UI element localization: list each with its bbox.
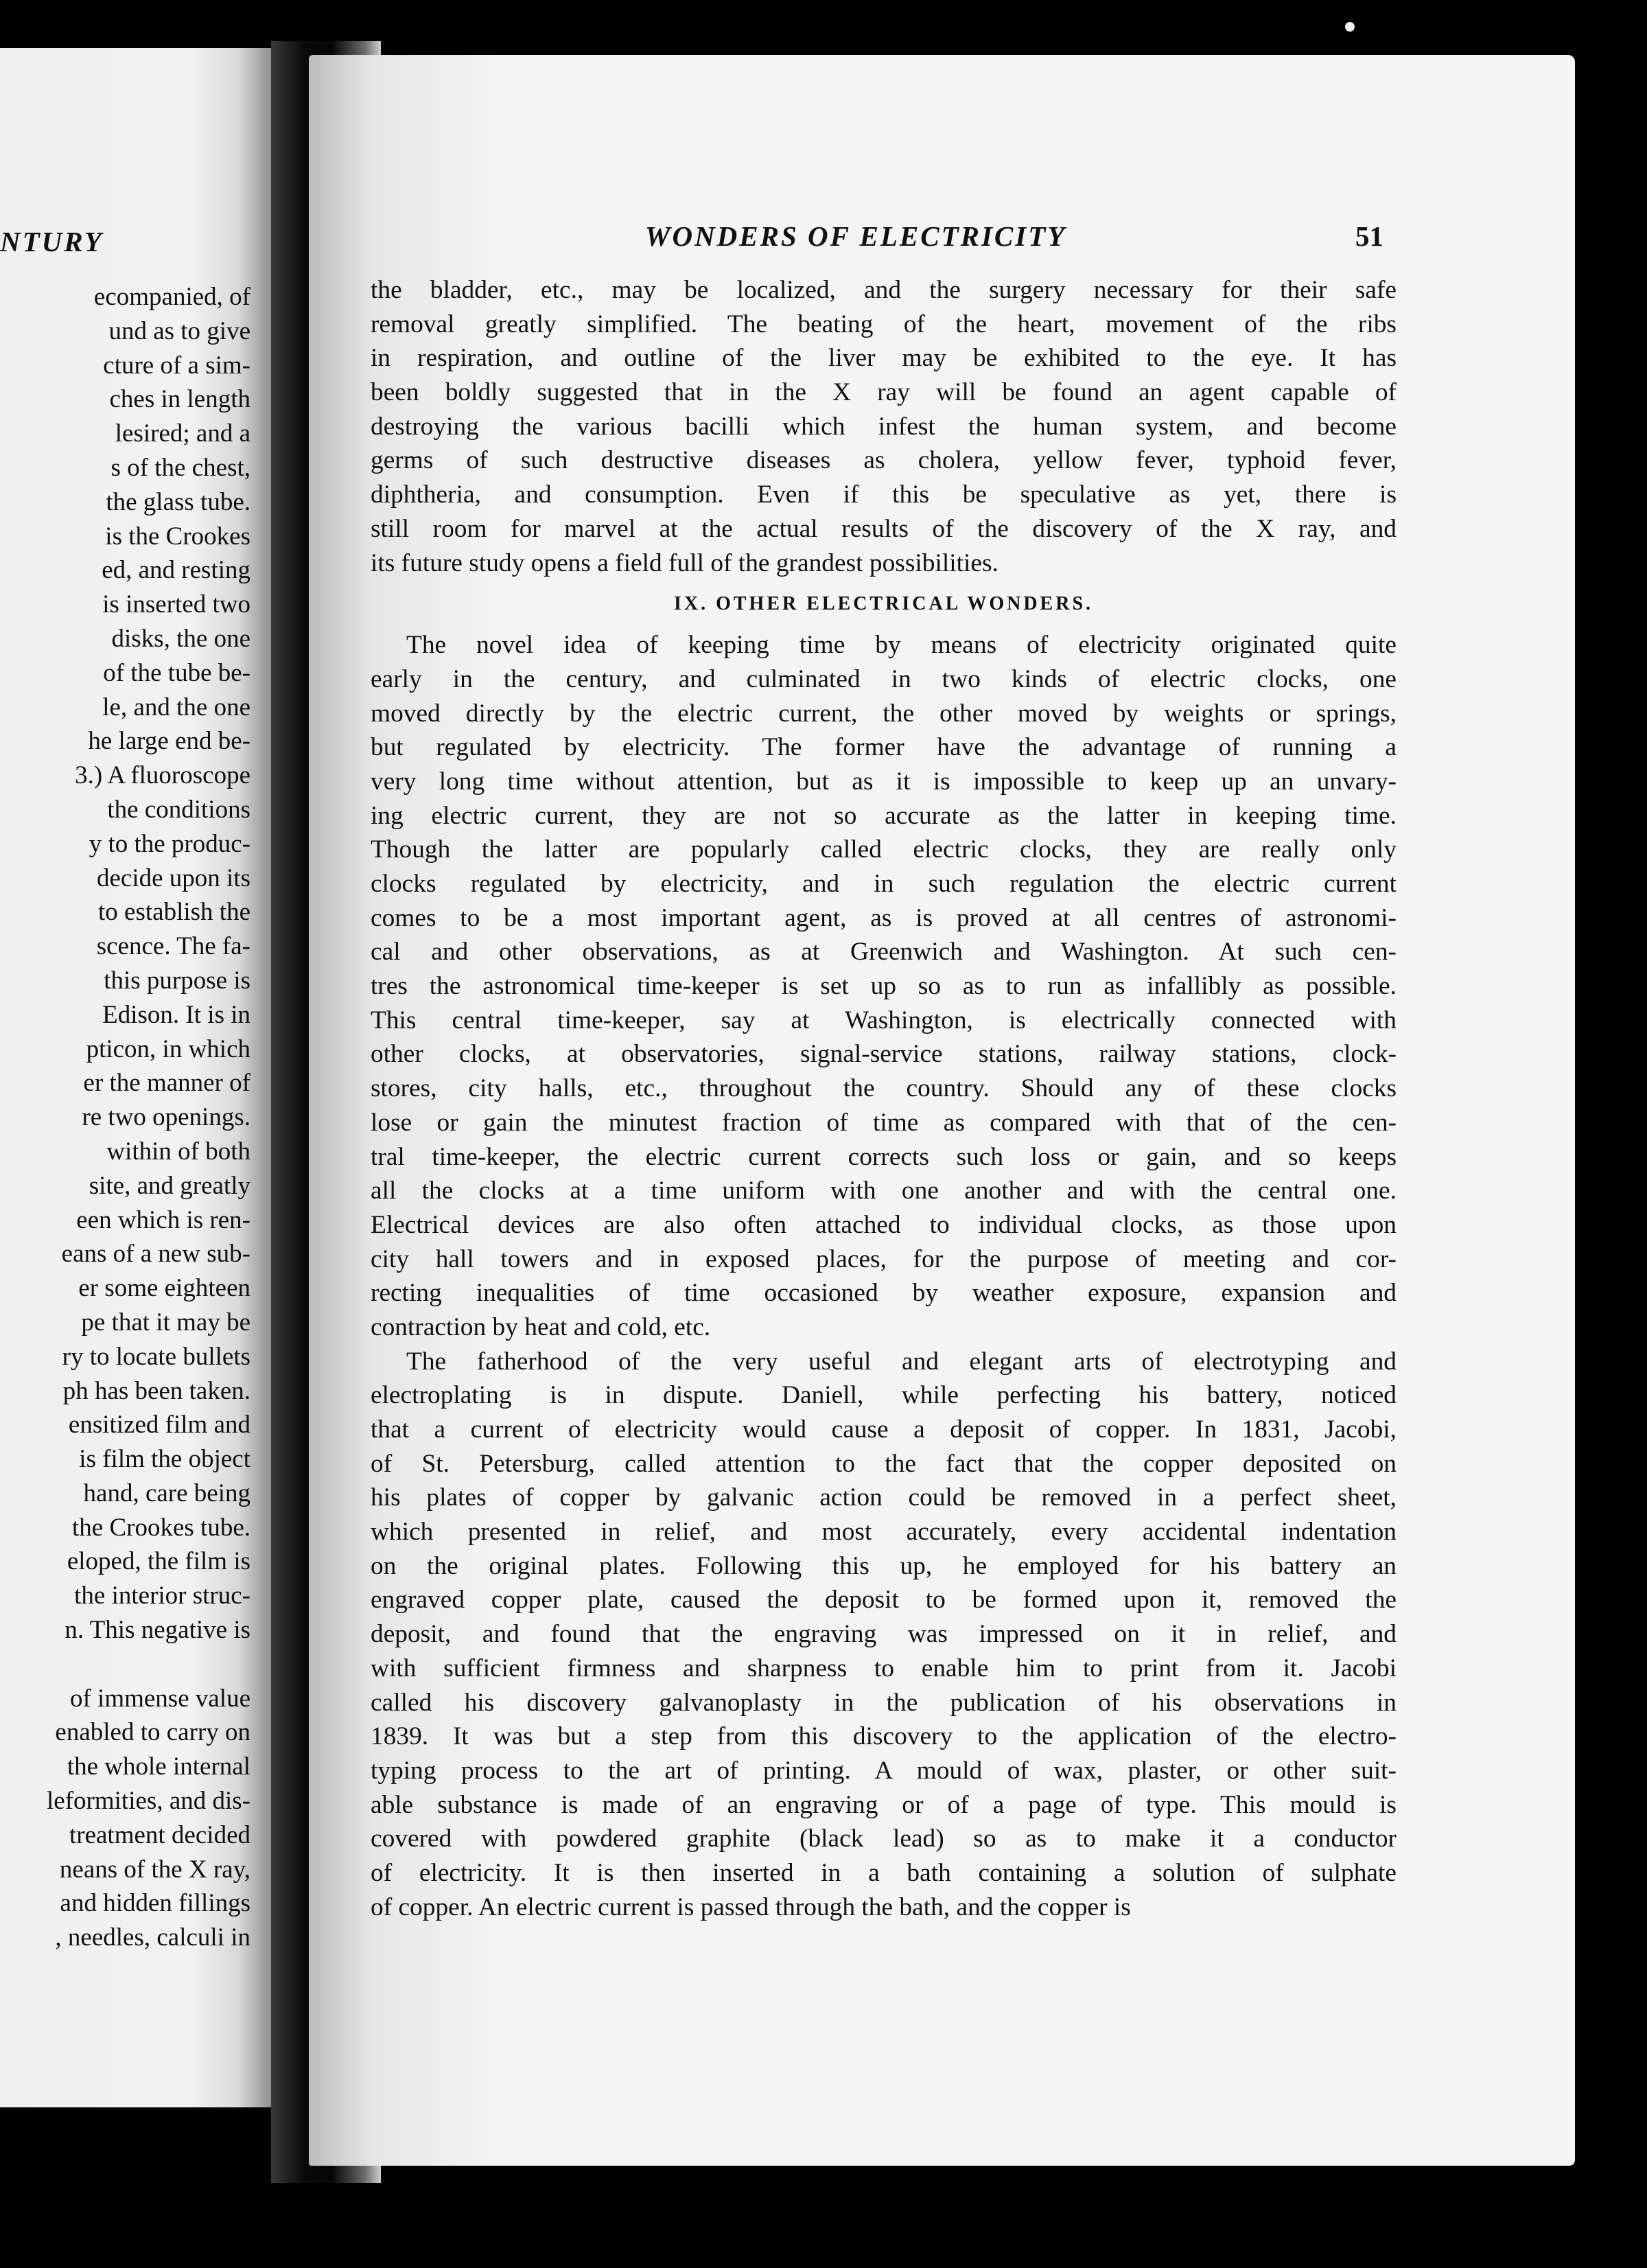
left-text-line: the Crookes tube. — [72, 1513, 250, 1542]
text-line: of copper. An electric current is passed through the bath, and the copper is — [371, 1893, 1131, 1921]
left-text-line: n. This negative is — [65, 1616, 250, 1645]
left-text-line: the whole internal — [67, 1752, 250, 1781]
text-line: but regulated by electricity. The former have the advantage of running a — [371, 733, 1397, 762]
text-line: called his discovery galvanoplasty in the publication of his observations in — [371, 1688, 1397, 1717]
text-line: of St. Petersburg, called attention to the fact that the copper deposited on — [371, 1449, 1397, 1478]
text-line: on the original plates. Following this up, he employed for his battery an — [371, 1551, 1397, 1580]
left-text-line: s of the chest, — [110, 453, 250, 482]
text-line: contraction by heat and cold, etc. — [371, 1312, 711, 1341]
text-line: covered with powdered graphite (black lead) so as to make it a conductor — [371, 1825, 1397, 1853]
text-line: germs of such destructive diseases as cholera, yellow fever, typhoid fever, — [371, 446, 1397, 475]
left-text-line: of immense value — [69, 1684, 250, 1713]
left-text-line: neans of the X ray, — [59, 1855, 250, 1884]
left-text-line: of the tube be- — [103, 658, 250, 687]
text-line: The fatherhood of the very useful and elegant arts of electrotyping and — [406, 1347, 1397, 1376]
left-text-line: treatment decided — [69, 1820, 250, 1849]
left-text-line: within of both — [106, 1137, 250, 1166]
left-text-line: ry to locate bullets — [62, 1342, 250, 1371]
text-line: removal greatly simplified. The beating of the heart, movement of the ribs — [371, 310, 1397, 338]
left-text-line: decide upon its — [96, 864, 250, 892]
text-line: stores, city halls, etc., throughout the country. Should any of these clocks — [371, 1074, 1397, 1103]
left-text-line: pticon, in which — [86, 1034, 250, 1063]
speck — [1345, 22, 1355, 32]
text-line: that a current of electricity would cause a deposit of copper. In 1831, Jacobi, — [371, 1415, 1397, 1444]
text-line: diphtheria, and consumption. Even if this be speculative as yet, there is — [371, 481, 1397, 509]
left-text-line — [47, 1647, 250, 1682]
text-line: with sufficient firmness and sharpness to enable him to print from it. Jacobi — [371, 1654, 1397, 1682]
text-line: comes to be a most important agent, as is proved at all centres of astronomi- — [371, 903, 1397, 932]
left-text-line: leformities, and dis- — [47, 1787, 250, 1816]
text-line: Though the latter are popularly called electric clocks, they are really only — [371, 835, 1397, 864]
text-line: his plates of copper by galvanic action could be removed in a perfect sheet, — [371, 1483, 1397, 1512]
left-text-line: this purpose is — [104, 966, 250, 995]
left-text-line: the glass tube. — [106, 487, 250, 516]
text-line: early in the century, and culminated in two kinds of electric clocks, one — [371, 664, 1397, 693]
text-line: other clocks, at observatories, signal-service stations, railway stations, clock- — [371, 1040, 1397, 1069]
left-text-line: site, and greatly — [89, 1171, 250, 1200]
left-text-line: , needles, calculi in — [55, 1923, 250, 1952]
left-text-line: ches in length — [109, 385, 250, 414]
left-text-line: lesired; and a — [115, 419, 250, 448]
text-line: deposit, and found that the engraving was impressed on it in relief, and — [371, 1620, 1397, 1649]
text-line: lose or gain the minutest fraction of time as compared with that of the cen- — [371, 1108, 1397, 1137]
left-text-line: er some eighteen — [78, 1274, 250, 1303]
left-page-text — [47, 280, 250, 1955]
left-text-line: y to the produc- — [89, 829, 250, 858]
left-page — [0, 48, 271, 2107]
text-line: all the clocks at a time uniform with one another and with the central one. — [371, 1177, 1397, 1205]
text-line: which presented in relief, and most accurately, every accidental indentation — [371, 1518, 1397, 1547]
text-line: of electricity. It is then inserted in a bath containing a solution of sulphate — [371, 1858, 1397, 1887]
left-text-line: er the manner of — [83, 1069, 250, 1098]
left-text-line: Edison. It is in — [102, 1000, 250, 1029]
text-line: cal and other observations, as at Greenwich and Washington. At such cen- — [371, 938, 1397, 967]
text-line: typing process to the art of printing. A mould of wax, plaster, or other suit- — [371, 1756, 1397, 1785]
left-text-line: enabled to carry on — [55, 1718, 250, 1747]
running-head: WONDERS OF ELECTRICITY — [645, 220, 1067, 252]
text-line: engraved copper plate, caused the deposit to be formed upon it, removed the — [371, 1586, 1397, 1615]
text-line: clocks regulated by electricity, and in such regulation the electric current — [371, 870, 1397, 898]
section-heading: IX. OTHER ELECTRICAL WONDERS. — [673, 593, 1094, 615]
left-text-line: scence. The fa- — [96, 932, 250, 961]
text-line: its future study opens a field full of the grandest possibilities. — [371, 548, 998, 577]
page-number: 51 — [1355, 220, 1383, 252]
left-text-line: ecompanied, of — [93, 283, 250, 311]
text-line: recting inequalities of time occasioned by weather exposure, expansion and — [371, 1279, 1397, 1308]
left-text-line: ph has been taken. — [62, 1376, 250, 1405]
left-running-head: NTURY — [0, 226, 104, 257]
left-text-line: is inserted two — [102, 590, 250, 619]
text-line: still room for marvel at the actual results of the discovery of the X ray, and — [371, 514, 1397, 543]
text-line: electroplating is in dispute. Daniell, while perfecting his battery, noticed — [371, 1381, 1397, 1410]
text-line: This central time-keeper, say at Washington, is electrically connected with — [371, 1006, 1397, 1034]
text-line: tres the astronomical time-keeper is set up so as to run as infallibly as possible. — [371, 972, 1397, 1001]
text-line: Electrical devices are also often attached to individual clocks, as those upon — [371, 1210, 1397, 1239]
left-text-line: eans of a new sub- — [61, 1240, 250, 1269]
left-text-line: hand, care being — [83, 1479, 250, 1507]
left-text-line: the interior struc- — [74, 1582, 250, 1610]
left-text-line: ensitized film and — [68, 1411, 250, 1439]
text-line: destroying the various bacilli which infest the human system, and become — [371, 412, 1397, 441]
left-text-line: pe that it may be — [81, 1308, 250, 1336]
left-text-line: and hidden fillings — [60, 1889, 250, 1918]
left-text-line: disks, the one — [111, 624, 250, 653]
text-line: city hall towers and in exposed places, for the purpose of meeting and cor- — [371, 1245, 1397, 1273]
right-page-text — [371, 273, 1397, 1924]
left-text-line: is the Crookes — [105, 522, 250, 551]
text-line: moved directly by the electric current, the other moved by weights or springs, — [371, 699, 1397, 728]
left-text-line: to establish the — [98, 898, 250, 927]
text-line: in respiration, and outline of the liver may be exhibited to the eye. It has — [371, 344, 1397, 373]
left-text-line: und as to give — [108, 316, 250, 345]
left-text-line: he large end be- — [88, 727, 250, 756]
left-text-line: re two openings. — [82, 1103, 250, 1132]
text-line: the bladder, etc., may be localized, and the surgery necessary for their safe — [371, 276, 1397, 304]
left-text-line: een which is ren- — [76, 1205, 250, 1234]
text-line: 1839. It was but a step from this discovery to the application of the electro- — [371, 1722, 1397, 1751]
text-line: The novel idea of keeping time by means of electricity originated quite — [406, 631, 1397, 660]
left-text-line: cture of a sim- — [103, 351, 250, 380]
left-text-line: is film the object — [79, 1445, 250, 1474]
left-text-line: le, and the one — [102, 693, 250, 721]
text-line: very long time without attention, but as it is impossible to keep up an unvary- — [371, 767, 1397, 796]
text-line: ing electric current, they are not so accurate as the latter in keeping time. — [371, 801, 1397, 830]
left-text-line: eloped, the film is — [67, 1547, 250, 1576]
text-line: tral time-keeper, the electric current corrects such loss or gain, and so keeps — [371, 1142, 1397, 1171]
text-line: able substance is made of an engraving or of a page of type. This mould is — [371, 1790, 1397, 1819]
left-text-line: ed, and resting — [102, 556, 250, 585]
left-text-line: 3.) A fluoroscope — [75, 761, 250, 790]
left-text-line: the conditions — [107, 795, 250, 824]
text-line: been boldly suggested that in the X ray will be found an agent capable of — [371, 378, 1397, 407]
